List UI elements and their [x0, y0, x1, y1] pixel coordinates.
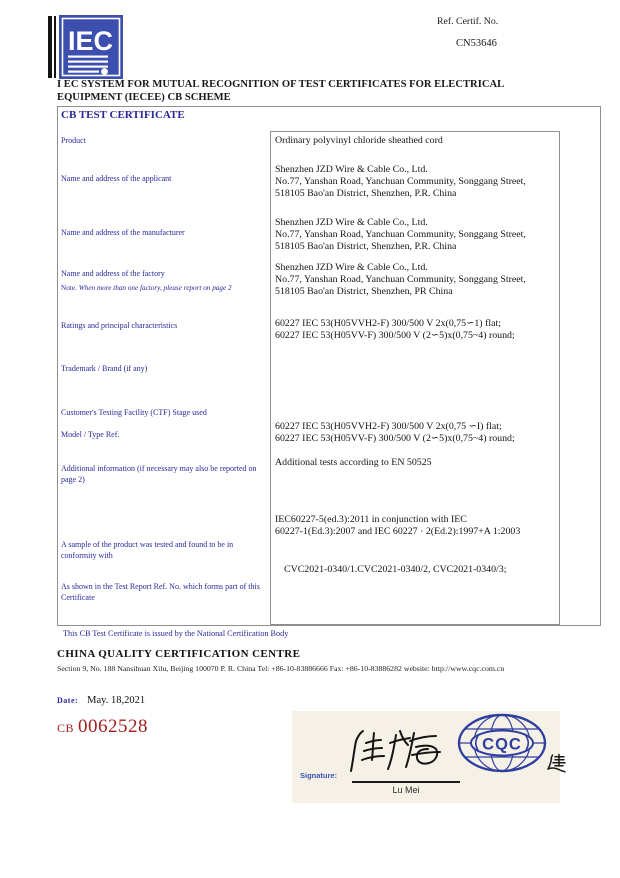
certificate-title: CB TEST CERTIFICATE: [61, 109, 185, 121]
certification-body-address: Section 9, No. 188 Nansihuan Xilu, Beijing 100070 P. R. China Tel: +86-10-83886666 Fax: +86-10-83886282 website: http://www.cqc.com.cn: [57, 664, 505, 673]
conformity-line-1: IEC60227-5(ed.3):2011 in conjunction with IEC: [275, 514, 467, 525]
scheme-title: I EC SYSTEM FOR MUTUAL RECOGNITION OF TEST CERTIFICATES FOR ELECTRICAL EQUIPMENT (IECEE) CB SCHEME: [57, 79, 504, 103]
date-value: May. 18,2021: [87, 695, 146, 706]
applicant-line-3: 518105 Bao'an District, Shenzhen, P.R. China: [275, 188, 457, 199]
field-note-factory: [61, 284, 271, 292]
field-label-ratings: Ratings and principal characteristics: [61, 321, 178, 330]
iec-logo-graphic: [48, 15, 124, 79]
factory-note-prefix: Note.: [61, 284, 77, 292]
cb-number: 0062528: [78, 716, 149, 737]
field-value-conformity: [275, 514, 555, 538]
field-label-model: Model / Type Ref.: [61, 430, 120, 439]
field-label-trademark: Trademark / Brand (if any): [61, 364, 148, 373]
field-value-manufacturer: [275, 217, 555, 253]
cb-prefix: CB: [57, 721, 75, 735]
cqc-stamp-text: CQC: [482, 735, 522, 754]
stamp-side-character: [546, 753, 566, 778]
factory-line-3: 518105 Bao'an District, Shenzhen, PR China: [275, 286, 453, 297]
factory-line-2: No.77, Yanshan Road, Yanchuan Community, Songgang Street,: [275, 274, 526, 285]
model-line-1: 60227 IEC 53(H05VVH2-F) 300/500 V 2x(0,75 ∽I) flat;: [275, 421, 502, 432]
field-value-additional-info: Additional tests according to EN 50525: [275, 457, 432, 468]
cb-certificate-number: [57, 716, 148, 738]
date-label: Date:: [57, 696, 79, 705]
field-label-conformity: A sample of the product was tested and found to be in conformity with: [61, 540, 234, 560]
field-value-test-report: CVC2021-0340/1.CVC2021-0340/2, CVC2021-0340/3;: [284, 564, 507, 575]
date-row: [57, 690, 145, 708]
cqc-stamp-logo: [456, 712, 548, 779]
factory-note-text: When more than one factory, please report on page 2: [78, 284, 232, 292]
iec-logo: [48, 15, 124, 84]
ratings-line-1: 60227 IEC 53(H05VVH2-F) 300/500 V 2x(0,75∽1) flat;: [275, 318, 501, 329]
field-label-applicant: Name and address of the applicant: [61, 174, 172, 183]
manufacturer-line-3: 518105 Bao'an District, Shenzhen, P.R. China: [275, 241, 457, 252]
issued-by-note: This CB Test Certificate is issued by the National Certification Body: [63, 629, 289, 638]
field-value-applicant: [275, 164, 555, 200]
factory-line-1: Shenzhen JZD Wire & Cable Co., Ltd.: [275, 262, 428, 273]
field-label-manufacturer: Name and address of the manufacturer: [61, 228, 185, 237]
manufacturer-line-1: Shenzhen JZD Wire & Cable Co., Ltd.: [275, 217, 428, 228]
certification-body-name: CHINA QUALITY CERTIFICATION CENTRE: [57, 648, 301, 660]
handwritten-signature: [344, 727, 454, 782]
applicant-line-1: Shenzhen JZD Wire & Cable Co., Ltd.: [275, 164, 428, 175]
field-label-ctf-stage: Customer's Testing Facility (CTF) Stage used: [61, 408, 207, 417]
ref-certif-number: CN53646: [456, 38, 497, 49]
field-value-product: Ordinary polyvinyl chloride sheathed cord: [275, 135, 443, 146]
signature-ink-icon: [344, 727, 454, 777]
field-value-factory: [275, 262, 555, 298]
certificate-values-box: [270, 131, 560, 625]
manufacturer-line-2: No.77, Yanshan Road, Yanchuan Community, Songgang Street,: [275, 229, 526, 240]
ratings-line-2: 60227 IEC 53(H05VV-F) 300/500 V (2∽5)x(0,75~4) round;: [275, 330, 515, 341]
cqc-globe-icon: [456, 712, 548, 774]
iec-logo-text: IEC: [68, 26, 114, 56]
model-line-2: 60227 IEC 53(H05VV-F) 300/500 V (2∽5)x(0,75~4) round;: [275, 433, 515, 444]
signature-line: [352, 781, 460, 783]
conformity-line-2: 60227-1(Ed.3):2007 and IEC 60227 · 2(Ed.2):1997+A 1:2003: [275, 526, 521, 537]
signatory-name: Lu Mei: [392, 785, 420, 795]
applicant-line-2: No.77, Yanshan Road, Yanchuan Community, Songgang Street,: [275, 176, 526, 187]
field-value-ratings: [275, 318, 555, 342]
field-value-model: [275, 421, 555, 445]
field-label-test-report: As shown in the Test Report Ref. No. which forms part of this Certificate: [61, 582, 260, 602]
signature-label: Signature:: [300, 771, 338, 780]
ref-certif-label: Ref. Certif. No.: [437, 16, 499, 27]
field-label-factory: Name and address of the factory: [61, 269, 165, 278]
field-label-additional-info: Additional information (if necessary may also be reported on page 2): [61, 464, 257, 484]
field-label-product: Product: [61, 136, 86, 145]
cjk-character-icon: [546, 753, 566, 773]
stamp-signature-panel: [292, 711, 560, 803]
